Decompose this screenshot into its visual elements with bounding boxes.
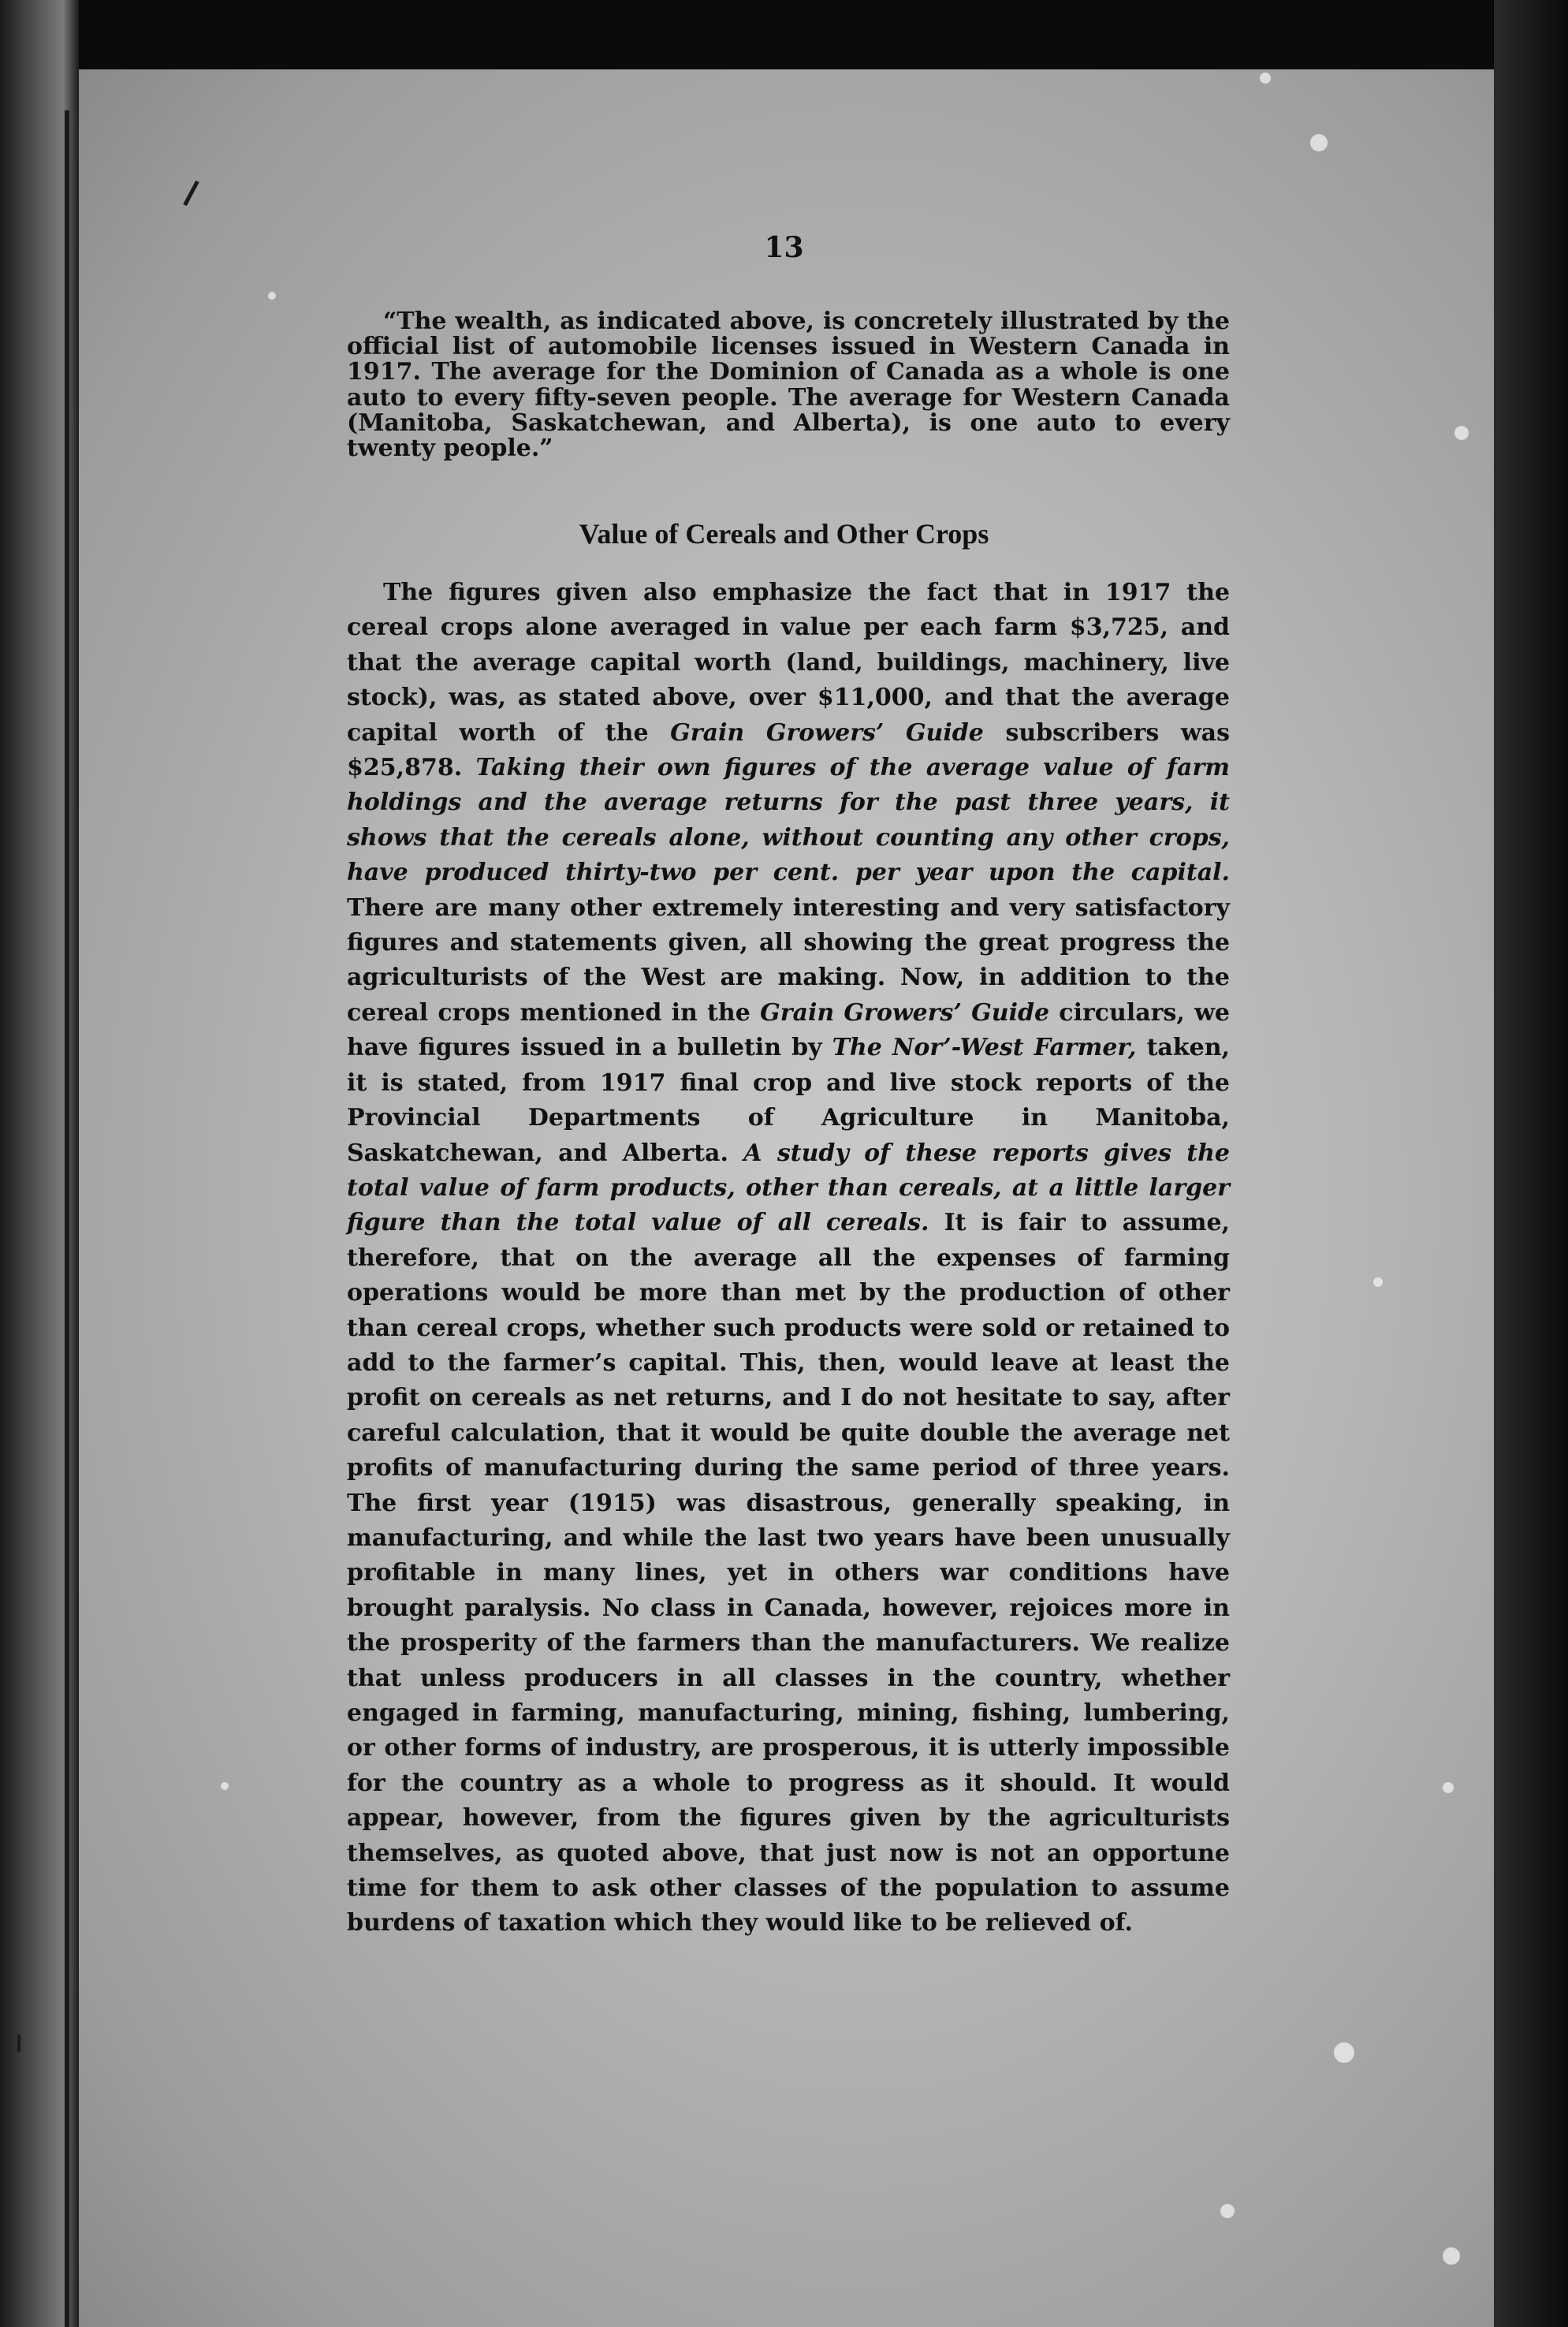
body-paragraph [347, 576, 1230, 1941]
gutter-line [65, 110, 69, 2327]
scan-dust-speck [1443, 2247, 1460, 2265]
scan-dust-speck [268, 292, 276, 300]
body-text-run: It is fair to assume, therefore, that on the average all the expenses of farming operations would be more than met by the production of other than cereal crops, whether such products were sold or retained to add to the farmer’s capital. This, then, would leave at least the profit on cereals as net returns, and I do not hesitate to say, after careful calculation, that it would be quite double the average net profits of manufacturing during the same period of three years. The first year (1915) was disastrous, generally speaking, in manufacturing, and while the last two years have been unusually profitable in many lines, yet in others war conditions have brought paralysis. No class in Canada, however, rejoices more in the prosperity of the farmers than the manufacturers. We realize that unless producers in all classes in the country, whether engaged in farming, manufacturing, mining, fishing, lumbering, or other forms of industry, are prosperous, it is utterly impossible for the country as a whole to progress as it should. It would appear, however, from the figures given by the agriculturists themselves, as quoted above, that just now is not an opportune time for them to ask other classes of the population to assume burdens of taxation which they would like to be relieved of. [347, 1209, 1230, 1937]
publication-title: Grain Growers’ Guide [670, 718, 984, 747]
scan-dust-speck [1454, 426, 1469, 440]
scan-dust-speck [1310, 134, 1328, 151]
stray-margin-mark [17, 2034, 20, 2052]
quoted-paragraph: “The wealth, as indicated above, is concretely illustrated by the official list of automobile licenses issued in Western Canada in 1917. The average for the Dominion of Canada as a whole is one auto to every fifty-seven people. The average for Western Canada (Manitoba, Saskatchewan, and Alberta), is one auto to every twenty people.” [347, 308, 1230, 463]
section-heading: Value of Cereals and Other Crops [579, 518, 989, 550]
emphasized-passage: Taking their own figures of the average value of farm holdings and the average returns for the past three years, it shows that the cereals alone, without counting any other crops, have produced thirty-two per cent. per year upon the capital. [347, 754, 1230, 887]
scan-dust-speck [1220, 2204, 1235, 2218]
body-text-run: taken, it is stated, from 1917 final crop and live stock reports of the Provincial Departments of Agriculture in Manitoba, Saskatchewan, and Alberta. [347, 1034, 1230, 1167]
emphasized-passage: A study of these reports gives the total value of farm products, other than cereals, at a little larger figure than the total value of all cereals. [347, 1139, 1230, 1237]
publication-title: Grain Growers’ Guide [760, 998, 1050, 1027]
scan-dust-speck [1443, 1782, 1454, 1793]
page-number: 13 [764, 231, 804, 264]
scan-dust-speck [1260, 73, 1271, 84]
stray-corner-mark [1528, 1987, 1530, 2034]
scan-dust-speck [221, 1782, 229, 1790]
body-text-run: The figures given also emphasize the fact that in 1917 the cereal crops alone averaged in value per each farm $3,725, and that the average capital worth (land, buildings, machinery, live stock), was, as stated above, over $11,000, and that the average capital worth of the [347, 579, 1230, 747]
scan-dust-speck [1373, 1277, 1383, 1287]
body-text-run: circulars, we have figures issued in a bulletin by [347, 998, 1230, 1062]
scan-dust-speck [1334, 2042, 1354, 2063]
body-text-run: subscribers was $25,878. [347, 718, 1231, 782]
right-binding-edge [1494, 0, 1568, 2327]
body-text-run: There are many other extremely interesting and very satisfactory figures and statements given, all showing the great progress the agriculturists of the West are making. Now, in addition to the cereal crops mentioned in the [347, 893, 1230, 1027]
publication-title: The Nor’-West Farmer, [832, 1034, 1137, 1062]
